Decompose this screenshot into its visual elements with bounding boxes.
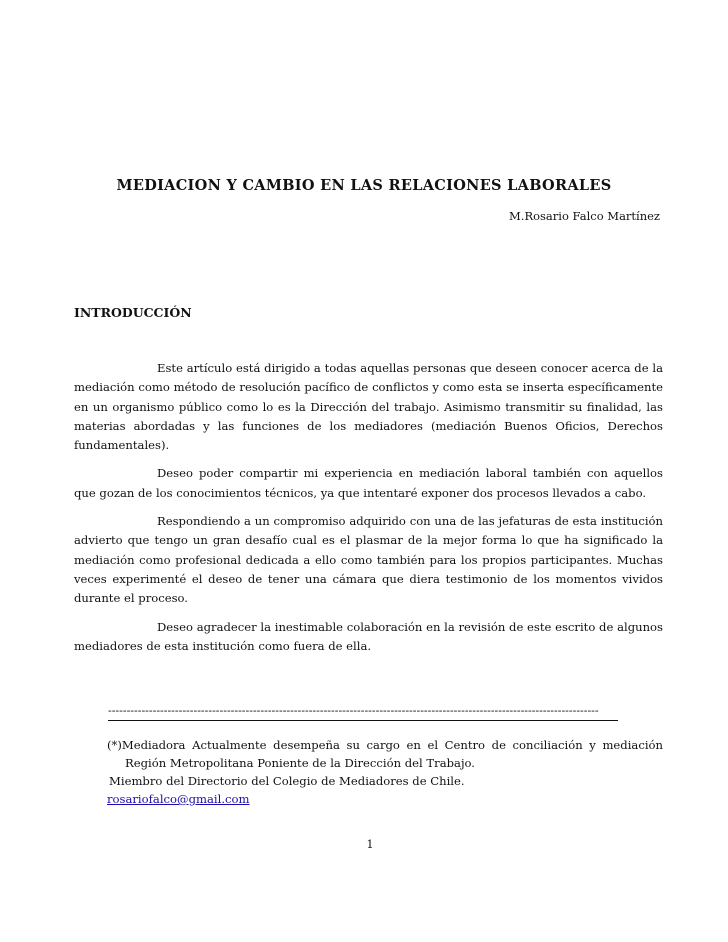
body-text (74, 359, 663, 665)
paragraph: Deseo poder compartir mi experiencia en mediación laboral también con aquellos que gozan de los conocimientos técnicos, ya que intentaré exponer dos procesos llevados a cabo. (74, 466, 663, 500)
section-heading-introduccion: INTRODUCCIÓN (74, 305, 192, 320)
page-number: 1 (366, 838, 374, 851)
footnote-affiliation: (*)Mediadora Actualmente desempeña su cargo en el Centro de conciliación y mediación Región Metropolitana Poniente de la Dirección del Trabajo. (107, 738, 663, 770)
paragraph: Respondiendo a un compromiso adquirido con una de las jefaturas de esta institución advierto que tengo un gran desafío cual es el plasmar de la mejor forma lo que ha significado la mediación como profesional dedicada a ello como también para los propios participantes. Muchas veces experimenté el deseo de tener una cámara que diera testimonio de los momentos vividos durante el proceso. (74, 514, 663, 606)
author-email-link[interactable]: rosariofalco@gmail.com (107, 792, 250, 806)
footnote-membership: Miembro del Directorio del Colegio de Mediadores de Chile. (109, 774, 465, 788)
footnote-separator: ------------------------------------------------------------------------------------------------------------------------------------ (108, 704, 618, 721)
footnote (107, 736, 663, 808)
author-name: M.Rosario Falco Martínez (509, 209, 660, 223)
paragraph: Deseo agradecer la inestimable colaboración en la revisión de este escrito de algunos mediadores de esta institución como fuera de ella. (74, 619, 663, 653)
document-title: MEDIACION Y CAMBIO EN LAS RELACIONES LABORALES (116, 177, 612, 194)
paragraph: Este artículo está dirigido a todas aquellas personas que deseen conocer acerca de la mediación como método de resolución pacífico de conflictos y como esta se inserta específicamente en un organismo público como lo es la Dirección del trabajo. Asimismo transmitir su finalidad, las materias abordadas y las funciones de los mediadores (mediación Buenos Oficios, Derechos fundamentales). (74, 361, 663, 453)
